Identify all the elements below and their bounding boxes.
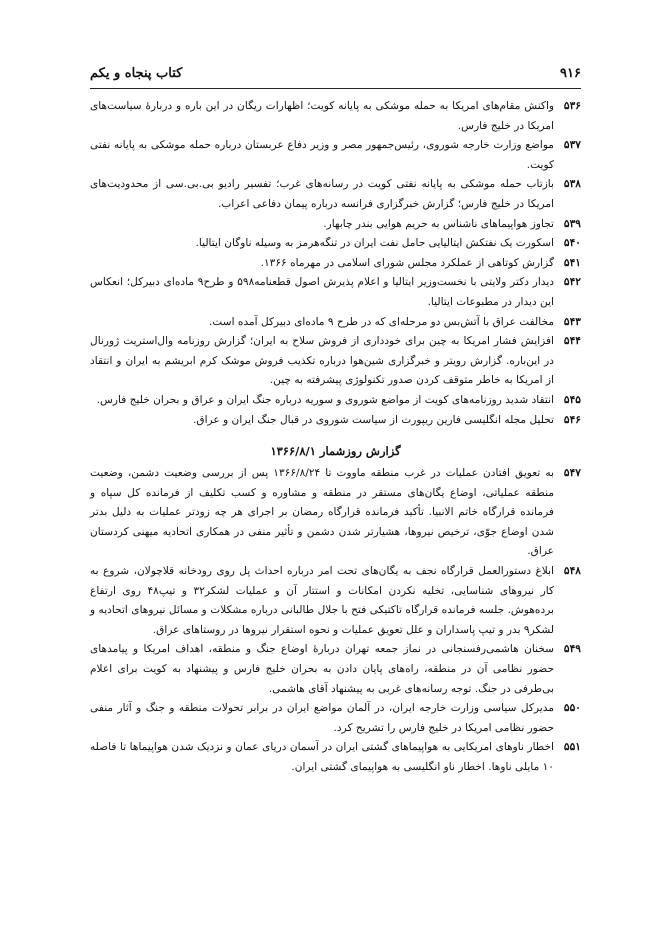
entry-item: [90, 254, 581, 274]
entry-text: تحلیل مجله انگلیسی فارین ریپورت از سیاست شوروی در قبال جنگ ایران و عراق.: [193, 413, 554, 426]
entry-number: ۵۴۲: [563, 276, 581, 289]
entries-list-before: [90, 97, 581, 430]
entry-number: ۵۴۰: [563, 237, 581, 250]
entry-item: [90, 640, 581, 699]
section-heading: گزارش روزشمار ۱۳۶۶/۸/۱: [270, 444, 401, 459]
page-content: [90, 97, 581, 778]
entry-text: بازتاب حمله موشکی به پایانه نفتی کویت در رسانه‌های غرب؛ تفسیر رادیو بی.بی.سی از محدودیت‌های امریکا در خلیج فارس؛ گزارش خبرگزاری فرانسه درباره پیمان دفاعی اعراب.: [90, 178, 554, 210]
entry-item: [90, 215, 581, 235]
entry-number: ۵۳۹: [563, 217, 581, 230]
entry-item: [90, 313, 581, 333]
entry-text: سخنان هاشمی‌رفسنجانی در نماز جمعه تهران دربارهٔ اوضاع جنگ و منطقه، اهداف امریکا و پیامدهای حضور نظامی آن در منطقه، راه‌های پایان دادن به بحران خلیج فارس و پیشنهاد به کویت برای اعلام بی‌طرفی در جنگ. توجه رسانه‌های غربی به پیشنهاد آقای هاشمی.: [90, 643, 554, 695]
entry-item: [90, 464, 581, 562]
entry-text: ابلاغ دستورالعمل قرارگاه نجف به یگان‌های تحت امر درباره احداث پل روی رودخانه قلاچولان، شروع به کار نیروهای شناسایی، تخلیه نکردن امکانات و استتار آن و عملیات لشکر۳۲ و تیپ۴۸ روی ارتفاع بردەهوش. جلسه فرمانده قرارگاه تاکتیکی فتح با جلال طالبانی درباره مشکلات و مسائل نیروهای اتحادیه و لشکر۹ بدر و تیپ پاسداران و علل تعویق عملیات و نحوه استقرار نیروها در روستاهای عراق.: [90, 565, 554, 636]
entry-number: ۵۳۷: [563, 139, 581, 152]
entry-item: [90, 136, 581, 175]
entry-number: ۵۳۸: [563, 178, 581, 191]
running-title: کتاب پنجاه و یکم: [90, 66, 183, 81]
entry-number: ۵۴۳: [563, 315, 581, 328]
entry-item: [90, 738, 581, 777]
entry-number: ۵۴۶: [563, 413, 581, 426]
entry-text: افزایش فشار امریکا به چین برای خودداری از فروش سلاح به ایران؛ گزارش روزنامه وال‌استریت ژورنال در این‌باره. گزارش رویتر و خبرگزاری شین‌هوا درباره تکذیب فروش موشک کرم ابریشم به ایران و انتقاد از امریکا به خاطر متوقف کردن صدور تکنولوژی پیشرفته به چین.: [90, 335, 554, 387]
entry-text: انتقاد شدید روزنامه‌های کویت از مواضع شوروی و سوریه درباره جنگ ایران و عراق و بحران خلیج فارس.: [96, 393, 554, 406]
entry-text: اخطار ناوهای امریکایی به هواپیماهای گشتی ایران در آسمان دریای عمان و نزدیک شدن هواپیماها تا فاصله ۱۰ مایلی ناوها. اخطار ناو انگلیسی به هواپیمای گشتی ایران.: [90, 741, 554, 773]
entry-item: [90, 175, 581, 214]
entry-number: ۵۴۸: [563, 565, 581, 578]
entry-text: گزارش کوتاهی از عملکرد مجلس شورای اسلامی در مهرماه ۱۳۶۶.: [260, 256, 554, 269]
entry-text: به تعویق افتادن عملیات در غرب منطقه ماووت تا ۱۳۶۶/۸/۲۴ پس از بررسی وضعیت دشمن، وضعیت منطقه عملیاتی، اوضاع یگان‌های مستقر در منطقه و مشاوره و کسب تکلیف از فرمانده کل سپاه و فرمانده قرارگاه خاتم الانبیا. تأکید فرمانده قرارگاه رمضان بر اجرای هر چه زودتر عملیات به دلیل بدتر شدن اوضاع جوّی، ترخیص نیروها، هشیارتر شدن دشمن و تأثیر منفی در همکاری اتحادیه میهنی کردستان عراق.: [90, 467, 554, 558]
entry-item: [90, 234, 581, 254]
entry-text: واکنش مقام‌های امریکا به حمله موشکی به پایانه کویت؛ اظهارات ریگان در این باره و دربارهٔ سیاست‌های امریکا در خلیج فارس.: [90, 100, 554, 132]
entry-number: ۵۴۱: [563, 256, 581, 269]
entry-text: اسکورت یک نفتکش ایتالیایی حامل نفت ایران در تنگه‌هرمز به وسیله ناوگان ایتالیا.: [195, 237, 554, 250]
entry-item: [90, 562, 581, 640]
entry-number: ۵۳۶: [563, 100, 581, 112]
entry-number: ۵۴۷: [563, 467, 581, 480]
entry-item: [90, 97, 581, 136]
page-number: ۹۱۶: [560, 66, 581, 81]
entry-text: مواضع وزارت خارجه شوروی، رئیس‌جمهور مصر و وزیر دفاع عربستان درباره حمله موشکی به پایانه نفتی کویت.: [90, 139, 554, 171]
entry-number: ۵۵۱: [563, 741, 581, 754]
entry-number: ۵۵۰: [563, 702, 581, 715]
entry-text: تجاوز هواپیماهای ناشناس به حریم هوایی بندر چابهار.: [323, 217, 554, 230]
entry-item: [90, 699, 581, 738]
page-header: [90, 66, 581, 89]
entry-item: [90, 391, 581, 411]
entry-number: ۵۴۴: [563, 335, 581, 348]
entry-text: دیدار دکتر ولایتی با نخست‌وزیر ایتالیا و اعلام پذیرش اصول قطعنامه۵۹۸ و طرح۹ ماده‌ای دبیرکل؛ انعکاس این دیدار در مطبوعات ایتالیا.: [90, 276, 554, 308]
entry-text: مدیرکل سیاسی وزارت خارجه ایران، در آلمان مواضع ایران در برابر تحولات منطقه و جنگ و آثار منفی حضور نظامی امریکا در خلیج فارس را تشریح کرد.: [90, 702, 554, 734]
entry-text: مخالفت عراق با آتش‌بس دو مرحله‌ای که در طرح ۹ ماده‌ای دبیرکل آمده است.: [208, 315, 554, 328]
entries-list-after: [90, 464, 581, 778]
entry-item: [90, 332, 581, 391]
entry-item: [90, 411, 581, 431]
entry-number: ۵۴۵: [563, 393, 581, 406]
entry-item: [90, 273, 581, 312]
entry-number: ۵۴۹: [563, 643, 581, 656]
